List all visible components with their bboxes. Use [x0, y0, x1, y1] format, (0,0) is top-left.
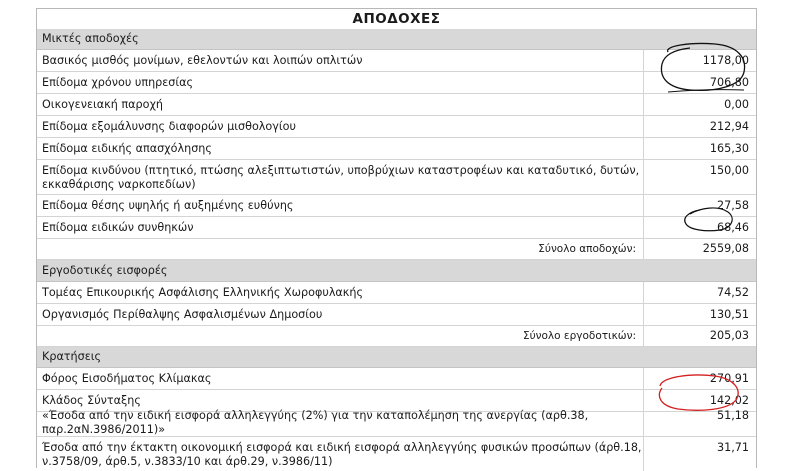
- total-label: Σύνολο αποδοχών:: [538, 243, 636, 255]
- total-label: Σύνολο εργοδοτικών:: [522, 330, 636, 342]
- row-label: Φόρος Εισοδήματος Κλίμακας: [42, 371, 212, 385]
- row-value: 270,91: [709, 371, 749, 385]
- row-value: 212,94: [709, 119, 749, 133]
- table-row: [37, 217, 756, 239]
- row-label: Επίδομα ειδικής απασχόλησης: [42, 141, 212, 155]
- section-heading: Εργοδοτικές εισφορές: [42, 263, 168, 277]
- row-label: Κλάδος Σύνταξης: [42, 393, 141, 407]
- row-label: Επίδομα κινδύνου (πτητικό, πτώσης αλεξιπτωτιστών, υποβρύχιων καταστροφέων και καταδυτικό, δυτών, εκκαθάρισης ναρκοπεδίων): [42, 164, 640, 191]
- row-label: Έσοδα από την έκτακτη οικονομική εισφορά και ειδική εισφορά αλληλεγγύης φυσικών προσώπων (άρθ.18, ν.3758/09, άρθ.5, ν.3833/10 και άρθ.29, ν.3986/11): [42, 441, 642, 468]
- row-value: 51,18: [716, 409, 749, 422]
- row-label: Τομέας Επικουρικής Ασφάλισης Ελληνικής Χωροφυλακής: [42, 285, 364, 299]
- table-row: [37, 94, 756, 116]
- total-value: 2559,08: [702, 242, 749, 255]
- row-label: Επίδομα εξομάλυνσης διαφορών μισθολογίου: [42, 119, 296, 133]
- table-row: [37, 50, 756, 72]
- table-row: [37, 409, 756, 437]
- section-heading: Κρατήσεις: [42, 350, 102, 363]
- row-value: 150,00: [709, 164, 749, 177]
- row-label: Επίδομα ειδικών συνθηκών: [42, 220, 194, 234]
- table-row: [37, 138, 756, 160]
- table-row: [37, 160, 756, 195]
- row-value: 165,30: [709, 141, 749, 155]
- total-value: 205,03: [709, 329, 749, 342]
- row-value: 68,46: [716, 220, 749, 234]
- section-header-employer: [37, 260, 756, 282]
- row-value: 31,71: [716, 441, 749, 454]
- table-row: [37, 72, 756, 94]
- row-label: Οργανισμός Περίθαλψης Ασφαλισμένων Δημοσίου: [42, 307, 323, 321]
- section-heading: Μικτές αποδοχές: [42, 32, 139, 45]
- table-row: [37, 282, 756, 304]
- row-value: 74,52: [716, 285, 749, 299]
- section-header-deductions: [37, 347, 756, 368]
- row-value: 130,51: [709, 307, 749, 321]
- table-row: [37, 304, 756, 326]
- row-value: 0,00: [724, 97, 749, 111]
- row-value: 27,58: [716, 198, 749, 212]
- row-value: 706,80: [709, 75, 749, 89]
- section-header-gross: [37, 29, 756, 50]
- row-label: «Έσοδα από την ειδική εισφορά αλληλεγγύης (2%) για την καταπολέμηση της ανεργίας (αρθ.38, παρ.2αΝ.3986/2011)»: [42, 409, 589, 436]
- table-row: [37, 195, 756, 217]
- row-label: Οικογενειακή παροχή: [42, 97, 164, 111]
- page-title: ΑΠΟΔΟΧΕΣ: [37, 8, 756, 30]
- table-row: [37, 368, 756, 390]
- row-label: Επίδομα θέσης υψηλής ή αυξημένης ευθύνης: [42, 198, 294, 212]
- row-label: Βασικός μισθός μονίμων, εθελοντών και λοιπών οπλιτών: [42, 53, 363, 67]
- earnings-sheet: [36, 8, 757, 468]
- total-row: [37, 326, 756, 347]
- row-value: 1178,00: [702, 53, 749, 67]
- row-value: 142,02: [709, 393, 749, 407]
- total-row: [37, 239, 756, 260]
- table-row: [37, 116, 756, 138]
- row-label: Επίδομα χρόνου υπηρεσίας: [42, 75, 194, 89]
- table-row: [37, 437, 756, 471]
